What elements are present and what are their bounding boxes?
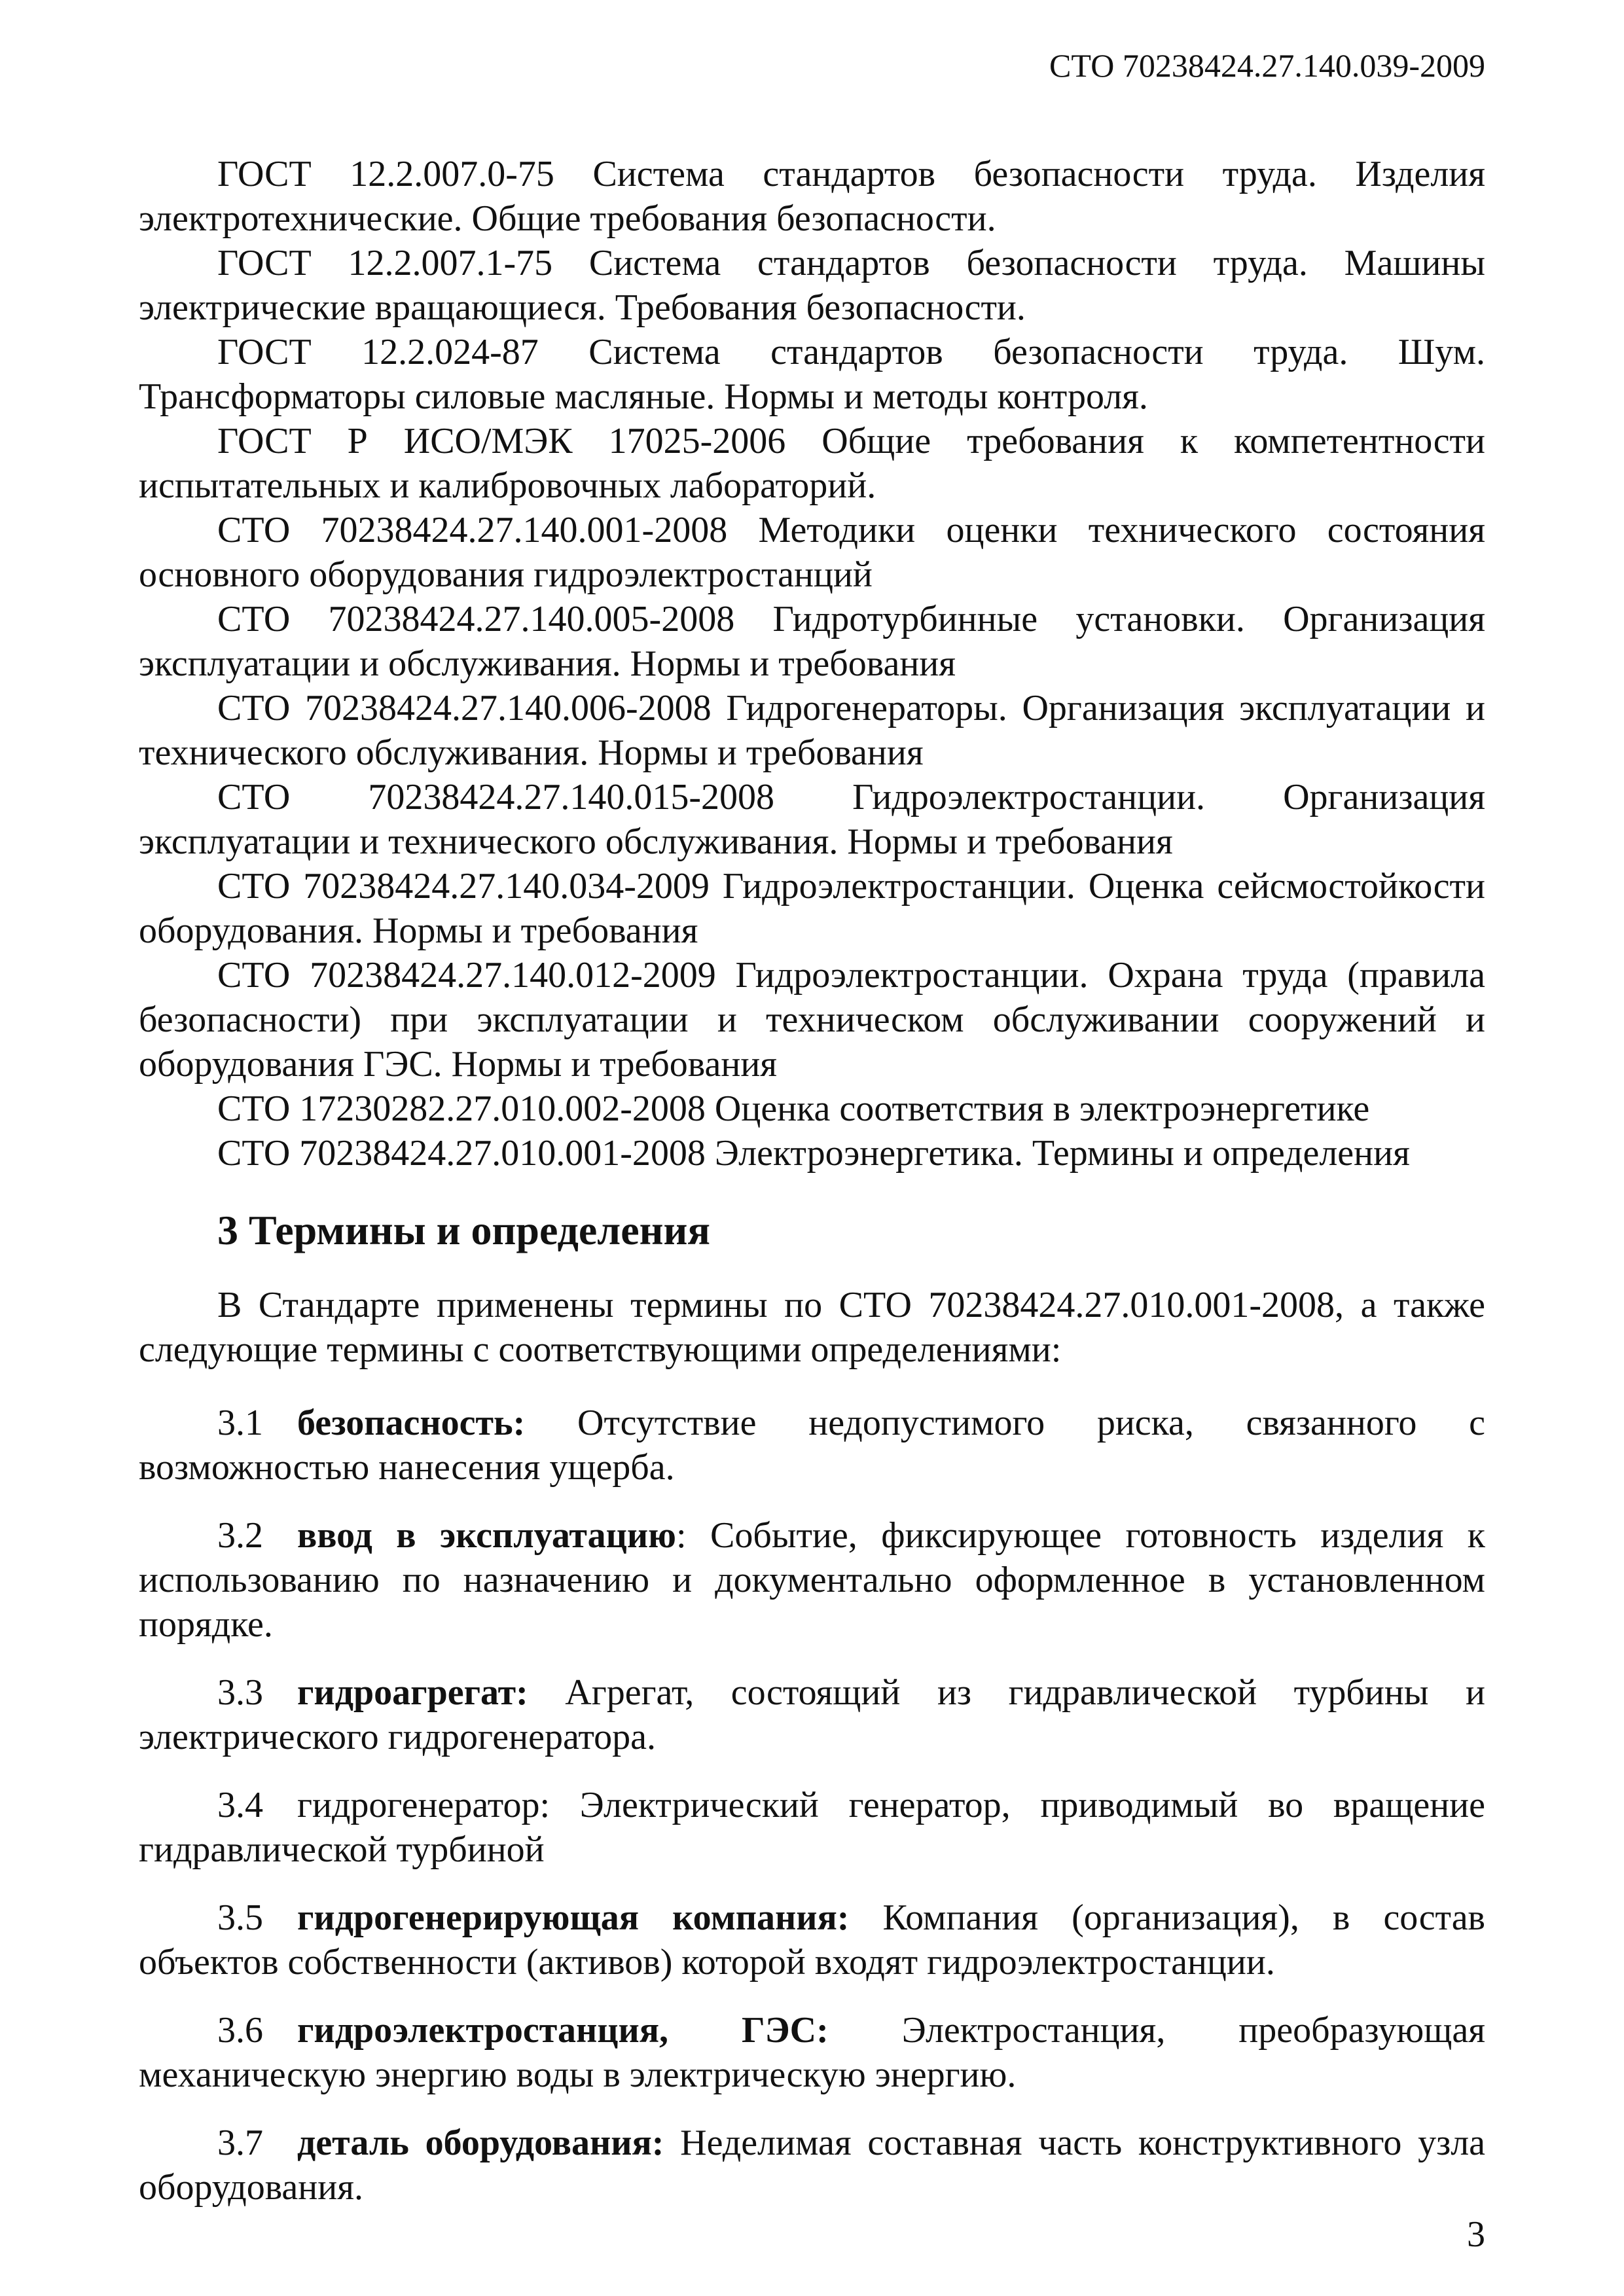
section-title: 3 Термины и определения bbox=[217, 1207, 710, 1253]
reference-item: СТО 70238424.27.140.012-2009 Гидроэлектростанции. Охрана труда (правила безопасности) при эксплуатации и техническом обслуживании сооружений и оборудования ГЭС. Нормы и требования bbox=[139, 955, 1485, 1085]
term-item bbox=[139, 1513, 1485, 1647]
term-definition: Неделимая составная часть конструктивного узла оборудования. bbox=[139, 2123, 1485, 2208]
terms-list bbox=[139, 1283, 1485, 2233]
term-definition: Агрегат, состоящий из гидравлической турбины и электрического гидрогенератора. bbox=[139, 1672, 1485, 1757]
reference-item: ГОСТ 12.2.007.1-75 Система стандартов безопасности труда. Машины электрические вращающиеся. Требования безопасности. bbox=[139, 243, 1485, 328]
reference-item: ГОСТ 12.2.024-87 Система стандартов безопасности труда. Шум. Трансформаторы силовые масляные. Нормы и методы контроля. bbox=[139, 332, 1485, 417]
reference-item: ГОСТ 12.2.007.0-75 Система стандартов безопасности труда. Изделия электротехнические. Общие требования безопасности. bbox=[139, 154, 1485, 239]
reference-item: СТО 17230282.27.010.002-2008 Оценка соответствия в электроэнергетике bbox=[217, 1088, 1370, 1129]
document-code-header: СТО 70238424.27.140.039-2009 bbox=[1049, 47, 1485, 84]
term-number: 3.7 bbox=[217, 2123, 263, 2163]
terms-intro: В Стандарте применены термины по СТО 70238424.27.010.001-2008, а также следующие термины с соответствующими определениями: bbox=[139, 1285, 1485, 1370]
term-name: гидроэлектростанция, ГЭС: bbox=[297, 2010, 829, 2051]
term-name: гидроагрегат: bbox=[297, 1672, 528, 1713]
reference-item: ГОСТ Р ИСО/МЭК 17025-2006 Общие требования к компетентности испытательных и калибровочных лабораторий. bbox=[139, 421, 1485, 506]
term-name: ввод в эксплуатацию bbox=[297, 1515, 676, 1556]
term-definition: гидрогенератор: Электрический генератор, приводимый во вращение гидравлической турбиной bbox=[139, 1785, 1485, 1870]
term-number: 3.5 bbox=[217, 1897, 263, 1938]
term-definition: Отсутствие недопустимого риска, связанного с возможностью нанесения ущерба. bbox=[139, 1403, 1485, 1488]
term-item bbox=[139, 2008, 1485, 2097]
term-number: 3.3 bbox=[217, 1672, 263, 1713]
term-item bbox=[139, 2121, 1485, 2210]
reference-item: СТО 70238424.27.140.015-2008 Гидроэлектростанции. Организация эксплуатации и технического обслуживания. Нормы и требования bbox=[139, 777, 1485, 862]
page-number: 3 bbox=[1467, 2214, 1485, 2255]
references-list bbox=[139, 152, 1485, 1175]
term-definition: Электростанция, преобразующая механическую энергию воды в электрическую энергию. bbox=[139, 2010, 1485, 2095]
term-name: гидрогенерирующая компания: bbox=[297, 1897, 850, 1938]
term-item bbox=[139, 1783, 1485, 1872]
reference-item: СТО 70238424.27.140.006-2008 Гидрогенераторы. Организация эксплуатации и технического обслуживания. Нормы и требования bbox=[139, 688, 1485, 773]
reference-item: СТО 70238424.27.140.005-2008 Гидротурбинные установки. Организация эксплуатации и обслуживания. Нормы и требования bbox=[139, 599, 1485, 684]
term-number: 3.2 bbox=[217, 1515, 263, 1556]
reference-item: СТО 70238424.27.010.001-2008 Электроэнергетика. Термины и определения bbox=[217, 1133, 1410, 1174]
term-definition: : Событие, фиксирующее готовность изделия к использованию по назначению и документально оформленное в установленном порядке. bbox=[139, 1515, 1485, 1645]
term-number: 3.1 bbox=[217, 1403, 263, 1443]
term-definition: Компания (организация), в состав объектов собственности (активов) которой входят гидроэлектростанции. bbox=[139, 1897, 1486, 1982]
term-name: деталь оборудования: bbox=[297, 2123, 664, 2163]
reference-item: СТО 70238424.27.140.034-2009 Гидроэлектростанции. Оценка сейсмостойкости оборудования. Нормы и требования bbox=[139, 866, 1485, 951]
term-item bbox=[139, 1895, 1485, 1984]
term-number: 3.4 bbox=[217, 1785, 263, 1825]
term-number: 3.6 bbox=[217, 2010, 263, 2051]
term-item bbox=[139, 1670, 1485, 1759]
term-name: безопасность: bbox=[297, 1403, 526, 1443]
reference-item: СТО 70238424.27.140.001-2008 Методики оценки технического состояния основного оборудования гидроэлектростанций bbox=[139, 510, 1485, 595]
term-item bbox=[139, 1401, 1485, 1490]
